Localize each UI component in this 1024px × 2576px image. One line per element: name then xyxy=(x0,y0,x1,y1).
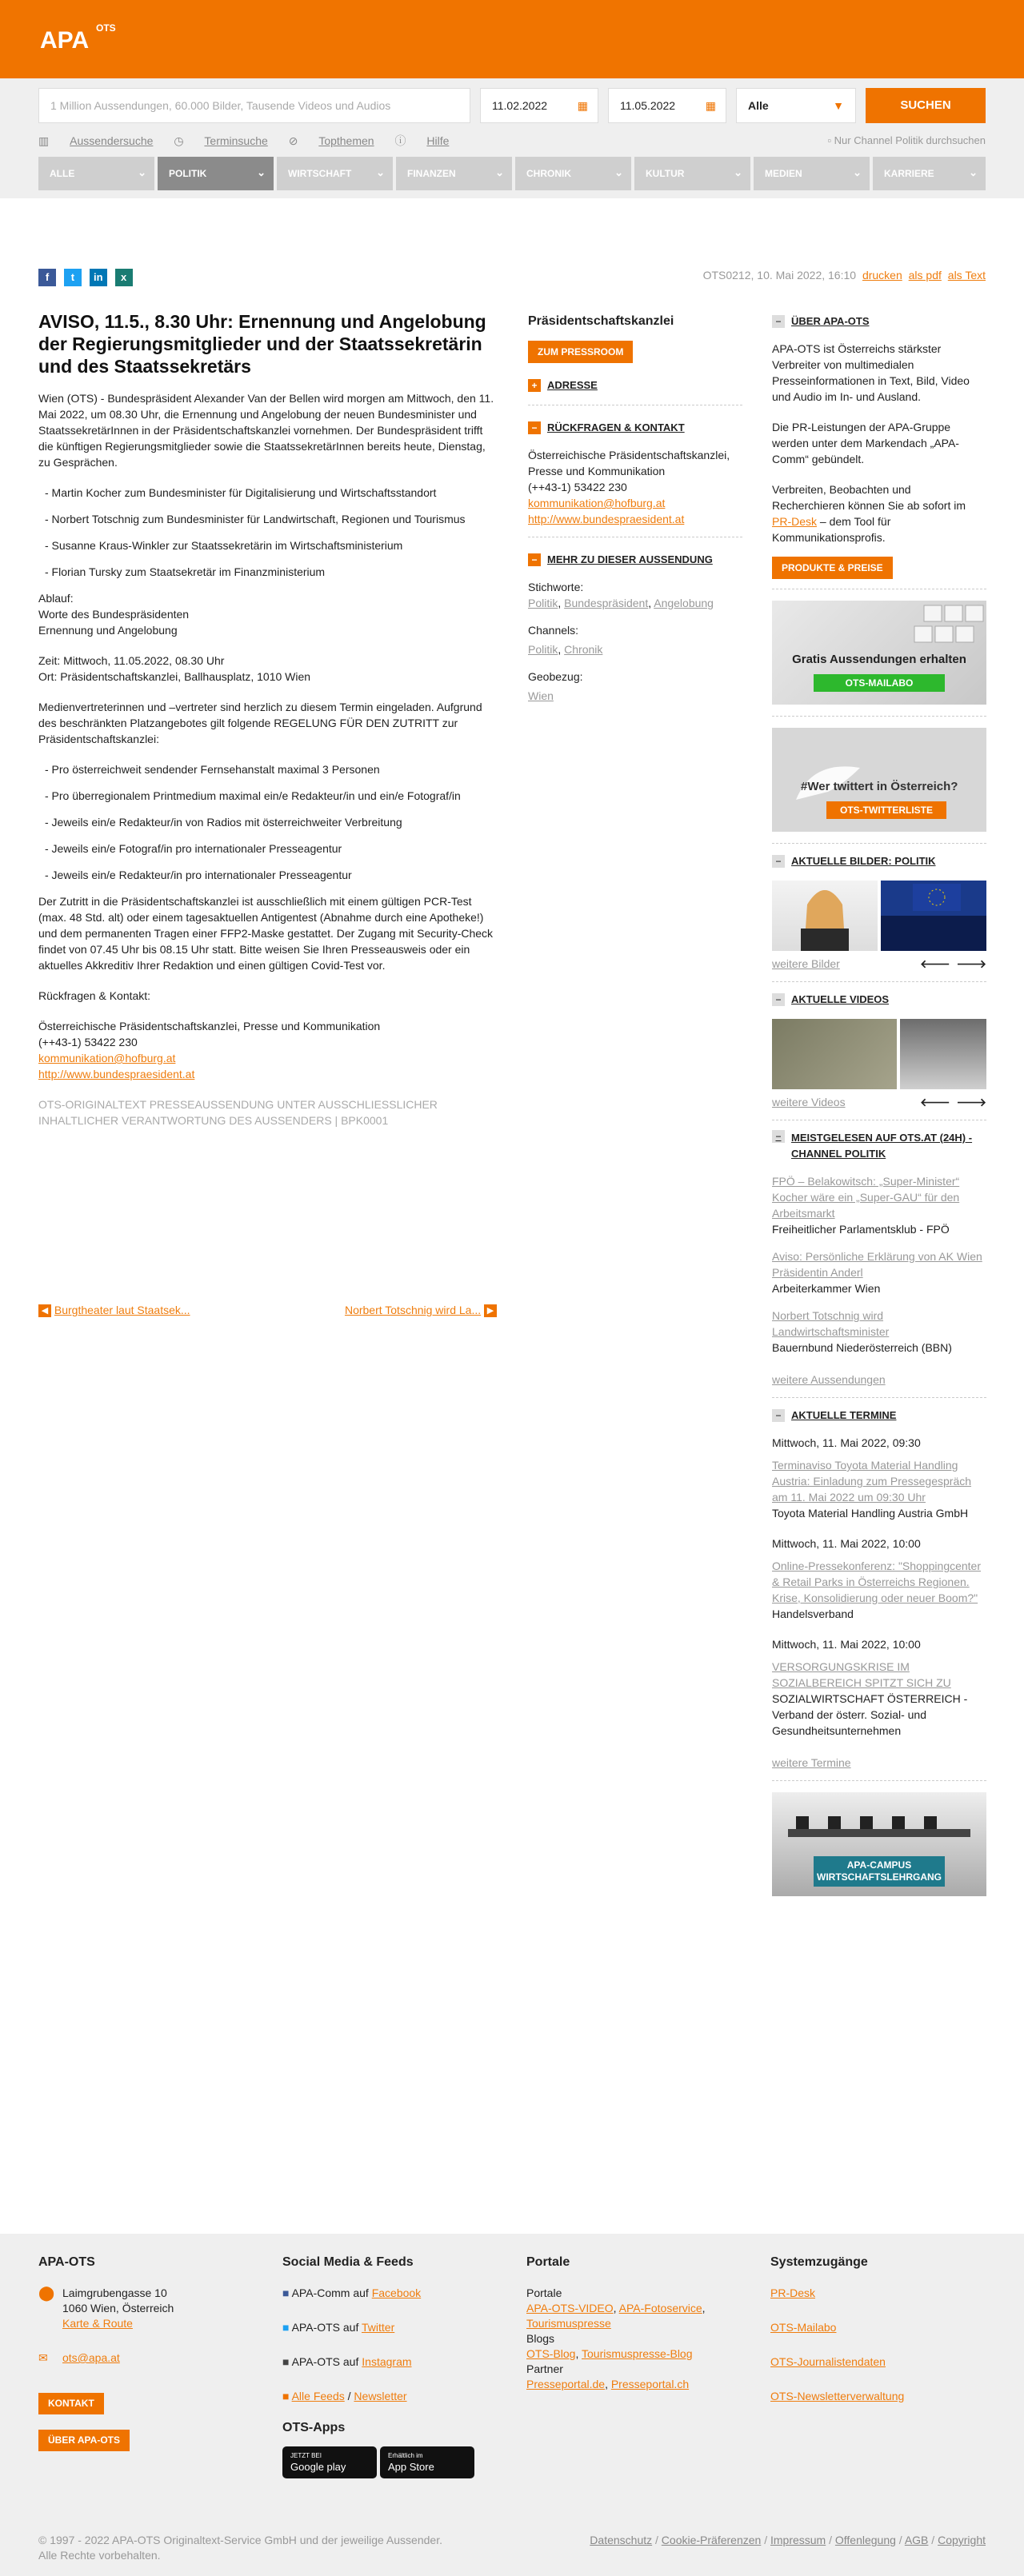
story-link[interactable]: FPÖ – Belakowitsch: „Super-Minister“ Kocher wäre ein „Super-GAU“ für den Arbeitsmarkt xyxy=(772,1175,960,1220)
sender-name: Präsidentschaftskanzlei xyxy=(528,314,674,328)
ots-footnote: OTS-ORIGINALTEXT PRESSEAUSSENDUNG UNTER AUSSCHLIESSLICHER INHALTLICHER VERANTWORTUNG DES AUSSENDERS | BPK0001 xyxy=(38,1098,438,1127)
nav-politik[interactable]: POLITIK ⌄ xyxy=(158,157,277,190)
google-play-button[interactable]: JETZT BEI Google play xyxy=(282,2446,377,2478)
sender-column xyxy=(528,310,742,704)
about-text: Verbreiten, Beobachten und Recherchieren können Sie ab sofort im PR-Desk – dem Tool für Kommunikationsprofis. xyxy=(772,483,966,544)
videos-toggle[interactable]: − AKTUELLE VIDEOS xyxy=(772,992,986,1008)
contact-email-link[interactable]: kommunikation@hofburg.at xyxy=(528,497,666,509)
portale-label: Portale xyxy=(526,2286,562,2299)
list-item: - Martin Kocher zum Bundesminister für Digitalisierung und Wirtschaftsstandort xyxy=(45,486,437,499)
list-item: Mittwoch, 11. Mai 2022, 10:00 VERSORGUNGSKRISE IM SOZIALBEREICH SPITZT SICH ZU SOZIALWIRTSCHAFT ÖSTERREICH - Verband der österr. Sozial- und Gesundheitsunternehmen xyxy=(772,1638,968,1737)
portrait-icon xyxy=(772,881,878,951)
twitter-link[interactable]: Twitter xyxy=(362,2321,395,2334)
newsletter-link[interactable]: Newsletter xyxy=(354,2390,407,2402)
about-text: APA-OTS ist Österreichs stärkster Verbreiter von multimedialen Presseinformationen in Text, Bild, Video und Audio im In- und Ausland. xyxy=(772,342,970,403)
minus-icon: − xyxy=(772,1130,785,1143)
gallery-image[interactable] xyxy=(772,881,878,951)
termine-toggle[interactable]: − AKTUELLE TERMINE xyxy=(772,1408,986,1424)
app-store-button[interactable]: Erhältlich im App Store xyxy=(380,2446,474,2478)
article-intro: Wien (OTS) - Bundespräsident Alexander Van der Bellen wird morgen am Mittwoch, den 11. Mai 2022, um 08.30 Uhr, die Ernennung und Angelobung der neuen Bundesminister und StaatssekretärInnen in der Präsidentschaftskanzlei vornehmen. Der Bundespräsident trifft die künftigen Regierungsmitglieder sowie die StaatssekretärInnen bereits heute, Dienstag, zu Gesprächen. xyxy=(38,392,494,469)
apa-logo[interactable] xyxy=(38,22,116,53)
blog-link[interactable]: Tourismuspresse-Blog xyxy=(582,2347,693,2360)
adresse-toggle[interactable]: + ADRESSE xyxy=(528,377,742,393)
more-stories-link[interactable]: weitere Aussendungen xyxy=(772,1373,886,1386)
partner-links: Presseportal.de, Presseportal.ch xyxy=(526,2378,690,2390)
sender-contact: Österreichische Präsidentschaftskanzlei, Presse und Kommunikation (++43-1) 53422 230 kommunikation@hofburg.at http://www.bundespraesident.at xyxy=(528,449,730,525)
video-thumbnail[interactable] xyxy=(772,1019,897,1089)
legal-links: Datenschutz / Cookie-Präferenzen / Impressum / Offenlegung / AGB / Copyright xyxy=(590,2534,986,2546)
eu-flag-icon xyxy=(881,881,986,951)
minus-icon: − xyxy=(772,993,785,1006)
chevron-down-icon: ⌄ xyxy=(257,166,266,178)
twitter-icon[interactable]: t xyxy=(64,269,82,286)
mailabo-text: Gratis Aussendungen erhalten xyxy=(792,653,966,666)
search-button[interactable]: SUCHEN xyxy=(866,88,986,123)
system-link[interactable]: PR-Desk xyxy=(770,2286,816,2299)
termine-list xyxy=(772,1435,986,1771)
calendar-icon: ▦ xyxy=(577,99,588,112)
apps-heading: OTS-Apps xyxy=(282,2421,346,2434)
ots-label: OTS xyxy=(96,22,116,34)
list-item: Mittwoch, 11. Mai 2022, 10:00 Online-Pressekonferenz: "Shoppingcenter & Retail Parks in Österreichs Regionen. Krise, Konsolidierung oder neuer Boom?" Handelsverband xyxy=(772,1537,982,1620)
campus-button[interactable]: APA-CAMPUS WIRTSCHAFTSLEHRGANG xyxy=(814,1856,945,1887)
tag-link[interactable]: Politik xyxy=(528,597,558,609)
pr-desk-link[interactable]: PR-Desk xyxy=(772,515,818,528)
chevron-down-icon: ⌄ xyxy=(969,166,978,178)
article-contact: Österreichische Präsidentschaftskanzlei, Presse und Kommunikation (++43-1) 53422 230 kommunikation@hofburg.at http://www.bundespraesident.at xyxy=(38,1020,381,1080)
portal-link[interactable]: APA-OTS-VIDEO xyxy=(526,2302,614,2314)
location-pin-icon: ⬤ xyxy=(38,2285,55,2301)
article-title: AVISO, 11.5., 8.30 Uhr: Ernennung und Angelobung der Regierungsmitglieder und der Staatssekretärin und des Staatssekretärs xyxy=(38,311,486,377)
divider xyxy=(772,1780,986,1781)
event-link[interactable]: Terminaviso Toyota Material Handling Austria: Einladung zum Pressegespräch am 11. Mai 2022 um 09:30 Uhr xyxy=(772,1459,972,1504)
date-from-field[interactable]: 11.02.2022 ▦ xyxy=(480,88,598,123)
list-item: - Florian Tursky zum Staatsekretär im Finanzministerium xyxy=(45,565,326,578)
system-link[interactable]: OTS-Newsletterverwaltung xyxy=(770,2390,905,2402)
zeit-ort: Zeit: Mittwoch, 11.05.2022, 08.30 Uhr Ort: Präsidentschaftskanzlei, Ballhausplatz, 1010 Wien xyxy=(38,654,311,683)
stichworte-label: Stichworte: xyxy=(528,581,584,593)
article-pagination xyxy=(38,1304,497,1320)
tag-link[interactable]: Wien xyxy=(528,689,554,702)
sidebar xyxy=(772,310,986,1907)
rueckfragen-toggle[interactable]: − RÜCKFRAGEN & KONTAKT xyxy=(528,420,742,436)
social-twitter: ■ APA-OTS auf Twitter xyxy=(282,2321,395,2334)
footer-col-apa xyxy=(38,2254,254,2451)
list-item: Norbert Totschnig wird Landwirtschaftsminister Bauernbund Niederösterreich (BBN) xyxy=(772,1309,952,1354)
event-link[interactable]: Online-Pressekonferenz: "Shoppingcenter & Retail Parks in Österreichs Regionen. Krise, Konsolidierung oder neuer Boom?" xyxy=(772,1560,982,1604)
info-icon: ⓘ xyxy=(394,134,410,147)
portal-link[interactable]: Tourismuspresse xyxy=(526,2317,611,2330)
nav-finanzen[interactable]: FINANZEN ⌄ xyxy=(396,157,515,190)
nav-chronik[interactable]: CHRONIK ⌄ xyxy=(515,157,634,190)
minus-icon: − xyxy=(772,315,785,328)
chevron-down-icon: ⌄ xyxy=(495,166,504,178)
contact-label: Rückfragen & Kontakt: xyxy=(38,989,151,1002)
address: ⬤ Laimgrubengasse 10 1060 Wien, Österreich Karte & Route xyxy=(38,2285,174,2330)
mail-icon: ✉ xyxy=(38,2351,48,2364)
portal-link[interactable]: APA-Fotoservice xyxy=(618,2302,702,2314)
appointments-list xyxy=(38,485,496,580)
aussendersuche-link[interactable]: ▥ Aussendersuche xyxy=(38,134,154,147)
building-icon: ▥ xyxy=(38,134,53,147)
list-item: - Jeweils ein/e Fotograf/in pro internationaler Presseagentur xyxy=(45,842,342,855)
topthemen-link[interactable]: ⊘ Topthemen xyxy=(288,134,374,147)
contact-web-link[interactable]: http://www.bundespraesident.at xyxy=(528,513,685,525)
tag-link[interactable]: Angelobung xyxy=(654,597,714,609)
arrow-right-icon[interactable]: 🡒 xyxy=(956,957,986,970)
system-link[interactable]: OTS-Journalistendaten xyxy=(770,2355,886,2368)
copyright: © 1997 - 2022 APA-OTS Originaltext-Service GmbH und der jeweilige Aussender. Alle Rechte vorbehalten. xyxy=(38,2534,442,2562)
media-info: Medienvertreterinnen und –vertreter sind herzlich zu diesem Termin eingeladen. Aufgrund des beschränkten Platzangebotes gilt folgende REGELUNG FÜR DEN ZUTRITT zur Präsidentschaftskanzlei: xyxy=(38,701,482,745)
footer xyxy=(0,2234,1024,2576)
twitter-banner[interactable] xyxy=(772,728,986,832)
access-info: Der Zutritt in die Präsidentschaftskanzlei ist ausschließlich mit einem gültigen PCR-Test (max. 48 Std. alt) oder einem tagesaktuellen Antigentest (Abnahme durch eine Apotheke!) und dem permanenten Tragen einer FFP2-Maske gestattet. Der Zugang mit Security-Check findet von 07.45 Uhr bis 08.15 Uhr statt. Bitte weisen Sie Ihren Presseausweis oder ein aktuelles Akkreditiv Ihrer Redaktion und einen gültigen Covid-Test vor. xyxy=(38,895,494,972)
chevron-down-icon: ⌄ xyxy=(853,166,862,178)
channel-nav xyxy=(0,152,1024,198)
ueber-button[interactable]: ÜBER APA-OTS xyxy=(38,2430,130,2451)
facebook-link[interactable]: Facebook xyxy=(371,2286,422,2299)
twitter-icon: ■ xyxy=(282,2321,290,2334)
tag-link[interactable]: Bundespräsident xyxy=(564,597,649,609)
list-item: - Pro überregionalem Printmedium maximal ein/e Redakteur/in und ein/e Fotograf/in xyxy=(45,789,461,802)
instagram-icon: ■ xyxy=(282,2355,290,2368)
geo-tags xyxy=(528,688,742,704)
chevron-down-icon: ⌄ xyxy=(138,166,146,178)
clock-icon: ◷ xyxy=(174,134,187,147)
minus-icon: − xyxy=(772,1409,785,1422)
nav-karriere[interactable]: KARRIERE ⌄ xyxy=(873,157,986,190)
social-feeds: ■ Alle Feeds / Newsletter xyxy=(282,2390,407,2402)
gallery-image[interactable] xyxy=(881,881,986,951)
chevron-down-icon: ⌄ xyxy=(614,166,623,178)
legal-link[interactable]: Impressum xyxy=(770,2534,826,2546)
mehr-toggle[interactable]: − MEHR ZU DIESER AUSSENDUNG xyxy=(528,552,742,568)
footer-heading: Social Media & Feeds xyxy=(282,2255,414,2269)
video-thumbnail[interactable] xyxy=(900,1019,986,1089)
twitter-text: #Wer twittert in Österreich? xyxy=(801,780,958,793)
email-link[interactable]: ots@apa.at xyxy=(62,2351,120,2364)
legal-link[interactable]: Offenlegung xyxy=(834,2534,896,2546)
blog-link[interactable]: OTS-Blog xyxy=(526,2347,576,2360)
ots-id: OTS0212, 10. Mai 2022, 16:10 xyxy=(702,269,857,282)
facebook-icon[interactable]: f xyxy=(38,269,56,286)
footer-heading: Systemzugänge xyxy=(770,2255,868,2269)
divider xyxy=(772,716,986,717)
instagram-link[interactable]: Instagram xyxy=(362,2355,412,2368)
image-gallery xyxy=(772,881,986,951)
chevron-down-icon: ▼ xyxy=(833,99,844,112)
gallery-arrows xyxy=(920,956,986,972)
partner-link[interactable]: Presseportal.de xyxy=(526,2378,606,2390)
portale-links: APA-OTS-VIDEO, APA-Fotoservice, Tourismuspresse xyxy=(526,2302,706,2330)
next-article-link[interactable]: Norbert Totschnig wird La... ▶ xyxy=(345,1304,497,1317)
social-facebook: ■ APA-Comm auf Facebook xyxy=(282,2286,422,2299)
minus-icon: − xyxy=(528,553,541,566)
nav-wirtschaft[interactable]: WIRTSCHAFT ⌄ xyxy=(277,157,396,190)
stichworte-tags: Politik, Bundespräsident, Angelobung xyxy=(528,597,714,609)
video-arrows xyxy=(920,1094,986,1110)
footer-col-portale xyxy=(526,2254,742,2392)
blogs-label: Blogs xyxy=(526,2332,555,2345)
bilder-toggle[interactable]: − AKTUELLE BILDER: POLITIK xyxy=(772,853,986,869)
article xyxy=(38,310,496,1143)
nav-medien[interactable]: MEDIEN ⌄ xyxy=(754,157,873,190)
kontakt-button[interactable]: KONTAKT xyxy=(38,2393,104,2414)
plus-icon: + xyxy=(528,379,541,392)
text-link[interactable]: als Text xyxy=(947,269,986,282)
campus-banner[interactable] xyxy=(772,1792,986,1896)
rss-icon: ■ xyxy=(282,2390,290,2402)
meistgelesen-list xyxy=(772,1173,986,1388)
list-item: - Norbert Totschnig zum Bundesminister für Landwirtschaft, Regionen und Tourismus xyxy=(45,513,466,525)
search-input[interactable]: 1 Million Aussendungen, 60.000 Bilder, Tausende Videos und Audios xyxy=(38,88,470,123)
channel-only-checkbox[interactable]: ▫ Nur Channel Politik durchsuchen xyxy=(827,134,986,146)
hilfe-link[interactable]: ⓘ Hilfe xyxy=(394,134,450,147)
footer-heading: APA-OTS xyxy=(38,2255,95,2269)
more-videos-link[interactable]: weitere Videos xyxy=(772,1096,846,1108)
list-item: - Susanne Kraus-Winkler zur Staatssekretärin im Wirtschaftsministerium xyxy=(45,539,403,552)
compass-icon: ⊘ xyxy=(288,134,302,147)
legal-link[interactable]: Copyright xyxy=(938,2534,986,2546)
terminsuche-link[interactable]: ◷ Terminsuche xyxy=(174,134,268,147)
calendar-icon: ▦ xyxy=(705,99,716,112)
geobezug-label: Geobezug: xyxy=(528,670,583,683)
footer-email xyxy=(38,2350,254,2366)
legal-link[interactable]: Cookie-Präferenzen xyxy=(661,2534,762,2546)
header xyxy=(0,0,1024,78)
meistgelesen-toggle[interactable]: − MEISTGELESEN AUF OTS.AT (24H) - CHANNEL POLITIK xyxy=(772,1130,986,1162)
arrow-left-icon[interactable]: 🡐 xyxy=(920,1096,950,1108)
chevron-down-icon: ⌄ xyxy=(376,166,385,178)
checkbox-icon: ▫ xyxy=(827,134,834,146)
legal-link[interactable]: AGB xyxy=(904,2534,929,2546)
arrow-left-icon[interactable]: 🡐 xyxy=(920,957,950,970)
ablauf: Ablauf: Worte des Bundespräsidenten Ernennung und Angelobung xyxy=(38,592,190,637)
system-link[interactable]: OTS-Mailabo xyxy=(770,2321,837,2334)
divider xyxy=(772,843,986,844)
tag-link[interactable]: Chronik xyxy=(564,643,603,656)
nav-kultur[interactable]: KULTUR ⌄ xyxy=(634,157,754,190)
search-links xyxy=(38,133,466,149)
ueber-apa-toggle[interactable]: − ÜBER APA-OTS xyxy=(772,314,986,329)
contact-web-link[interactable]: http://www.bundespraesident.at xyxy=(38,1068,195,1080)
arrow-left-icon: ◀ xyxy=(38,1304,51,1317)
linkedin-icon[interactable]: in xyxy=(90,269,107,286)
mailabo-banner[interactable] xyxy=(772,601,986,705)
pressroom-button[interactable]: ZUM PRESSROOM xyxy=(528,341,633,363)
event-link[interactable]: VERSORGUNGSKRISE IM SOZIALBEREICH SPITZT SICH ZU xyxy=(772,1660,951,1689)
arrow-right-icon[interactable]: 🡒 xyxy=(956,1096,986,1108)
contact-email-link[interactable]: kommunikation@hofburg.at xyxy=(38,1052,176,1064)
more-images-link[interactable]: weitere Bilder xyxy=(772,957,840,970)
apa-logo-icon xyxy=(38,24,94,53)
divider xyxy=(772,981,986,982)
feeds-link[interactable]: Alle Feeds xyxy=(291,2390,345,2402)
prev-article-link[interactable]: ◀ Burgtheater laut Staatsek... xyxy=(38,1304,190,1317)
channels-label: Channels: xyxy=(528,624,579,637)
story-link[interactable]: Aviso: Persönliche Erklärung von AK Wien Präsidentin Anderl xyxy=(772,1250,982,1279)
print-link[interactable]: drucken xyxy=(862,269,902,282)
date-to-field[interactable]: 11.05.2022 ▦ xyxy=(608,88,726,123)
map-link[interactable]: Karte & Route xyxy=(62,2317,133,2330)
nav-alle[interactable]: ALLE ⌄ xyxy=(38,157,158,190)
partner-label: Partner xyxy=(526,2362,563,2375)
mailabo-button[interactable]: OTS-MAILABO xyxy=(814,674,945,692)
legal-link[interactable]: Datenschutz xyxy=(590,2534,653,2546)
blog-links: OTS-Blog, Tourismuspresse-Blog xyxy=(526,2347,693,2360)
list-item: FPÖ – Belakowitsch: „Super-Minister“ Kocher wäre ein „Super-GAU“ für den Arbeitsmarkt Freiheitlicher Parlamentsklub - FPÖ xyxy=(772,1175,960,1236)
main-content xyxy=(0,198,1024,2262)
list-item: - Jeweils ein/e Redakteur/in pro internationaler Presseagentur xyxy=(45,869,352,881)
bilder-footer xyxy=(772,956,986,972)
arrow-right-icon: ▶ xyxy=(484,1304,497,1317)
list-item: - Jeweils ein/e Redakteur/in von Radios mit österreichweiter Verbreitung xyxy=(45,816,402,829)
pdf-link[interactable]: als pdf xyxy=(908,269,942,282)
minus-icon: − xyxy=(528,421,541,434)
about-text: Die PR-Leistungen der APA-Gruppe werden unter dem Markendach „APA-Comm“ gebündelt. xyxy=(772,421,959,465)
article-meta xyxy=(703,269,986,282)
chevron-down-icon: ⌄ xyxy=(734,166,742,178)
share-bar xyxy=(38,269,138,286)
videos-footer xyxy=(772,1094,986,1110)
twitterliste-button[interactable]: OTS-TWITTERLISTE xyxy=(826,801,946,819)
video-gallery xyxy=(772,1019,986,1089)
footer-col-system xyxy=(770,2254,986,2404)
svg-text:APA: APA xyxy=(40,27,90,53)
channel-tags: Politik, Chronik xyxy=(528,643,603,656)
facebook-icon: ■ xyxy=(282,2286,290,2299)
search-bar xyxy=(0,78,1024,152)
access-rules-list xyxy=(38,761,496,883)
footer-heading: Portale xyxy=(526,2255,570,2269)
list-item: Mittwoch, 11. Mai 2022, 09:30 Terminaviso Toyota Material Handling Austria: Einladung zum Pressegespräch am 11. Mai 2022 um 09:30 Uhr Toyota Material Handling Austria GmbH xyxy=(772,1436,972,1520)
social-instagram: ■ APA-OTS auf Instagram xyxy=(282,2355,412,2368)
more-events-link[interactable]: weitere Termine xyxy=(772,1756,851,1769)
partner-link[interactable]: Presseportal.ch xyxy=(610,2378,690,2390)
category-select[interactable]: Alle ▼ xyxy=(736,88,856,123)
list-item: Aviso: Persönliche Erklärung von AK Wien Präsidentin Anderl Arbeiterkammer Wien xyxy=(772,1250,982,1295)
list-item: - Pro österreichweit sendender Fernsehanstalt maximal 3 Personen xyxy=(45,763,380,776)
minus-icon: − xyxy=(772,855,785,868)
story-link[interactable]: Norbert Totschnig wird Landwirtschaftsminister xyxy=(772,1309,890,1338)
xing-icon[interactable]: x xyxy=(115,269,133,286)
produkte-button[interactable]: PRODUKTE & PREISE xyxy=(772,557,893,579)
tag-link[interactable]: Politik xyxy=(528,643,558,656)
divider xyxy=(772,1397,986,1398)
footer-col-social xyxy=(282,2254,498,2478)
